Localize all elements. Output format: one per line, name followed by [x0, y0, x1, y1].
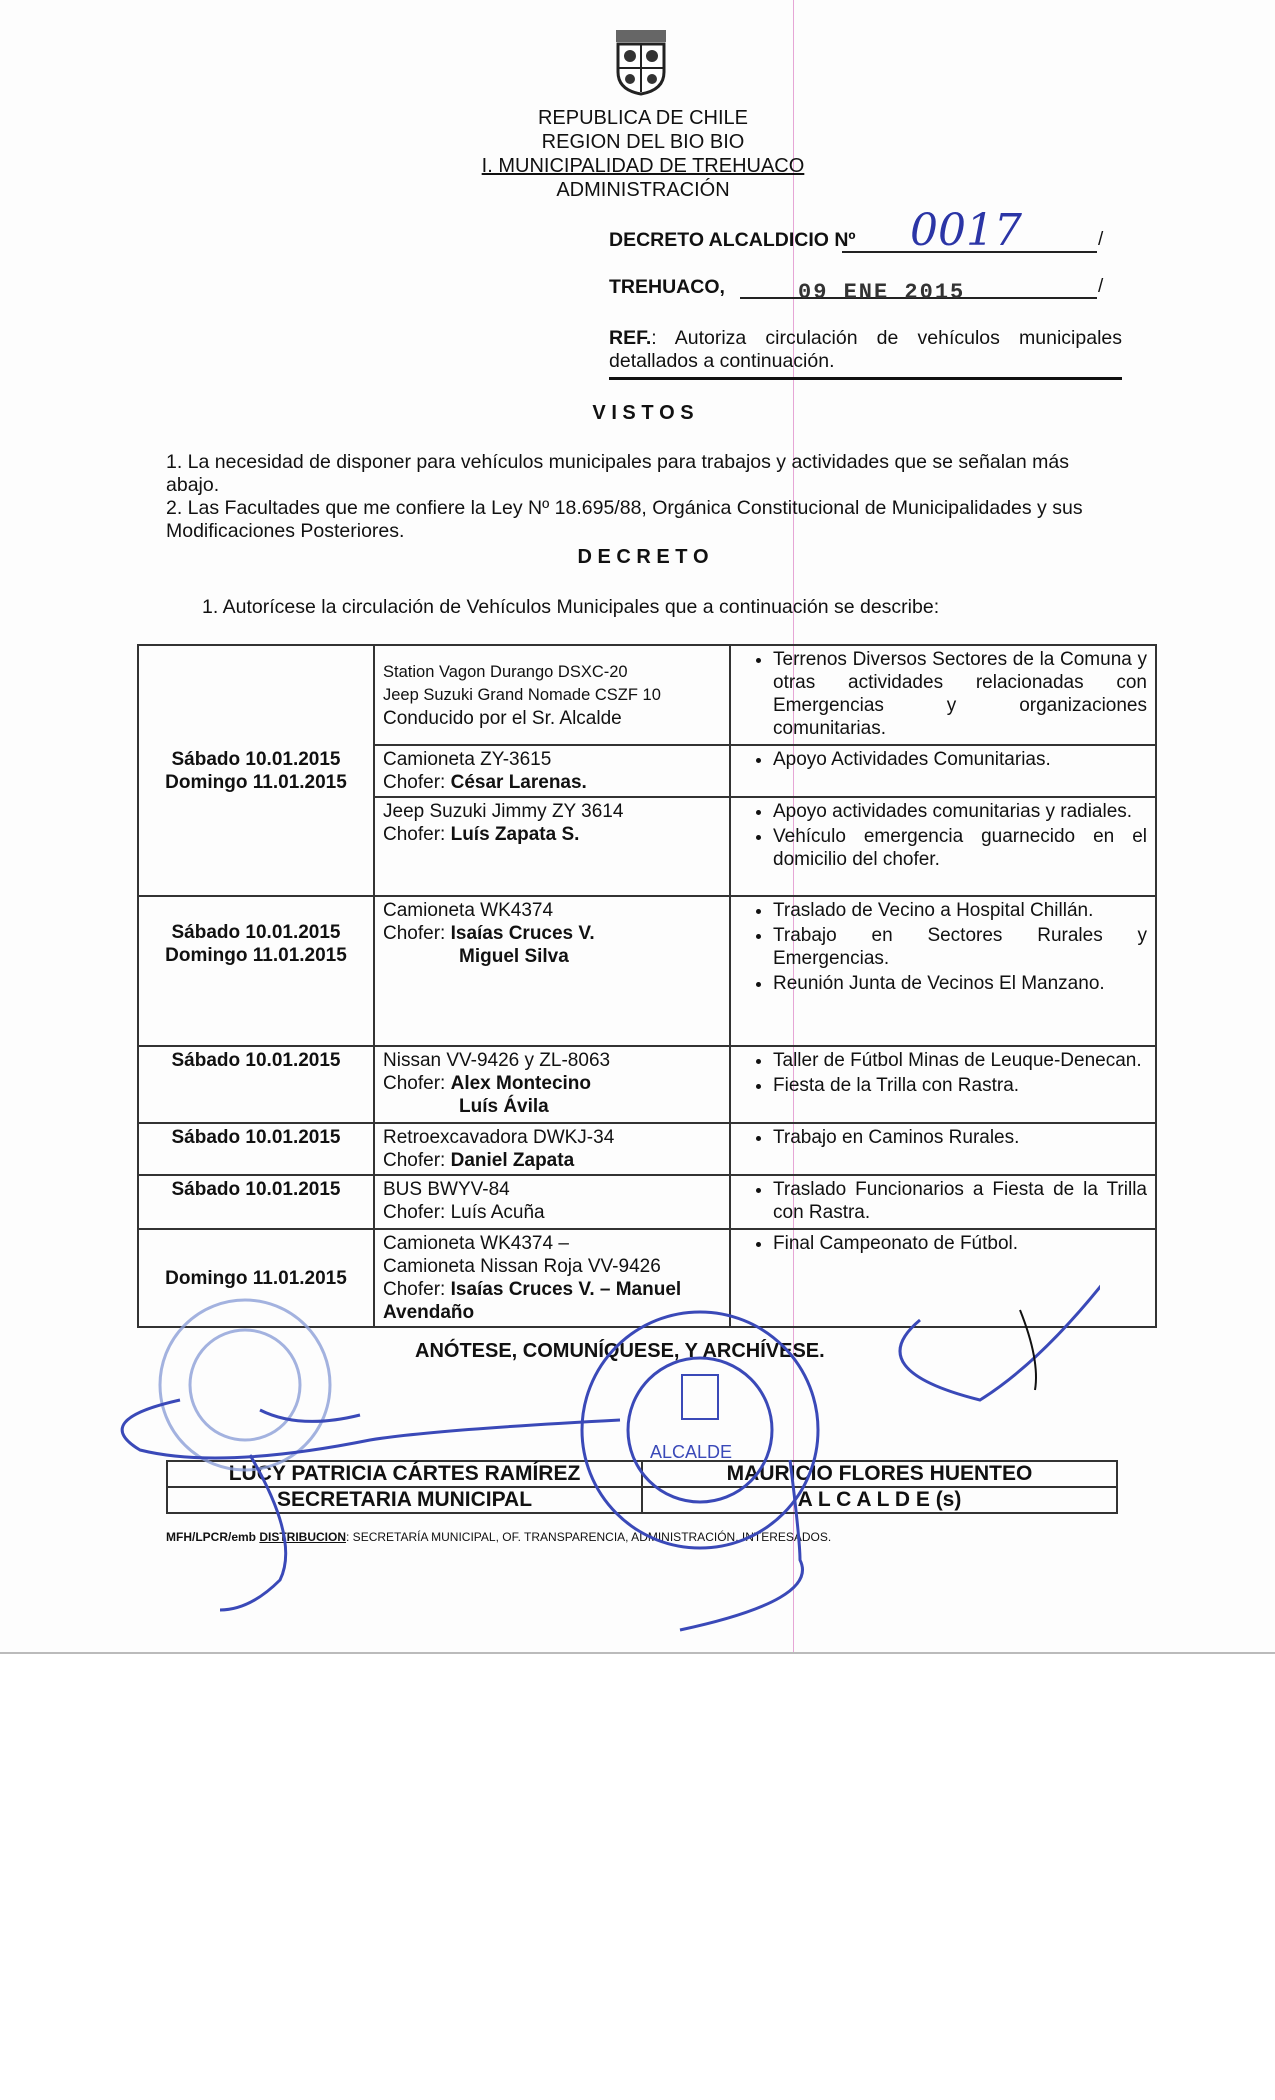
chofer: Chofer: Luís Acuña	[383, 1202, 545, 1223]
date: Domingo 11.01.2015	[165, 945, 347, 966]
distribution-text: : SECRETARÍA MUNICIPAL, OF. TRANSPARENCIA, ADMINISTRACIÓN, INTERESADOS.	[346, 1530, 832, 1544]
activity-item: • Trabajo en Caminos Rurales.	[773, 1126, 1147, 1149]
vehicle: Camioneta ZY-3615	[383, 749, 552, 770]
decreto-item: 1. Autorícese la circulación de Vehículos Municipales que a continuación se describe:	[202, 596, 940, 618]
chofer-label: Chofer:	[383, 1150, 446, 1171]
ref-label: REF.	[609, 327, 652, 349]
stamp-text: ALCALDE	[650, 1442, 733, 1462]
date-cell: Sábado 10.01.2015	[138, 1175, 374, 1229]
date: Domingo 11.01.2015	[165, 771, 347, 793]
vehicle: Camioneta WK4374 –	[383, 1233, 569, 1254]
vistos-title: V I S T O S	[592, 402, 694, 424]
chofer-name: Miguel Silva	[459, 946, 569, 967]
vehicle-cell	[374, 797, 730, 896]
signer-left-title: SECRETARIA MUNICIPAL	[167, 1487, 642, 1513]
date-cell: Sábado 10.01.2015	[138, 1123, 374, 1175]
mayor-stamp-icon	[582, 1312, 818, 1548]
header-line: REPUBLICA DE CHILE	[537, 107, 749, 129]
ref-text: : Autoriza circulación de vehículos municipales detallados a continuación.	[609, 327, 1122, 372]
table-row	[138, 1046, 1156, 1123]
activity-item: • Fiesta de la Trilla con Rastra.	[773, 1074, 1147, 1097]
closing-text: ANÓTESE, COMUNÍQUESE, Y ARCHÍVESE.	[415, 1340, 825, 1362]
vehicle: BUS BWYV-84	[383, 1179, 510, 1200]
divider	[609, 377, 1122, 380]
vistos-list	[166, 451, 1122, 543]
decree-number-label: DECRETO ALCALDICIO Nº	[609, 229, 856, 251]
date-cell: Sábado 10.01.2015	[138, 1046, 374, 1123]
activity-item: • Apoyo actividades comunitarias y radiales.	[773, 800, 1147, 823]
activity-item: • Final Campeonato de Fútbol.	[773, 1232, 1147, 1255]
secretary-signature-icon	[122, 1400, 620, 1610]
vehicle-cell	[374, 745, 730, 797]
chofer-name: César Larenas.	[450, 772, 587, 793]
slash: /	[1098, 229, 1104, 250]
vehicle-cell	[374, 1175, 730, 1229]
activity-item: • Vehículo emergencia guarnecido en el domicilio del chofer.	[773, 825, 1147, 871]
vehicle-cell	[374, 1046, 730, 1123]
header-line: REGION DEL BIO BIO	[541, 131, 745, 153]
table-row	[138, 896, 1156, 1046]
date-cell	[138, 645, 374, 896]
vistos-item: 1. La necesidad de disponer para vehículos municipales para trabajos y actividades que se señalan más abajo.	[166, 451, 1069, 496]
decreto-title: D E C R E T O	[577, 546, 709, 568]
vehicle: Nissan VV-9426 y ZL-8063	[383, 1050, 611, 1071]
chofer-label: Chofer:	[383, 1073, 446, 1094]
chofer-name: Alex Montecino	[450, 1073, 591, 1094]
date-cell: Domingo 11.01.2015	[138, 1229, 374, 1327]
chofer-name: Daniel Zapata	[450, 1150, 575, 1171]
vehicle: Jeep Suzuki Jimmy ZY 3614	[383, 801, 624, 822]
signer-right-title: A L C A L D E (s)	[642, 1487, 1117, 1513]
chofer-label: Chofer:	[383, 772, 446, 793]
mayor-signature-icon	[680, 1280, 1100, 1630]
vistos-item: 2. Las Facultades que me confiere la Ley Nº 18.695/88, Orgánica Constitucional de Municipalidades y sus Modificaciones Posteriores.	[166, 497, 1083, 542]
activity-cell	[730, 1046, 1156, 1123]
chofer-label: Chofer:	[383, 1279, 446, 1300]
activity-cell	[730, 1123, 1156, 1175]
table-row	[138, 1175, 1156, 1229]
activity-item: • Traslado Funcionarios a Fiesta de la Trilla con Rastra.	[773, 1178, 1147, 1224]
chofer-name: Isaías Cruces V.	[450, 923, 595, 944]
chofer-label: Chofer:	[383, 923, 446, 944]
vehicle-cell	[374, 1123, 730, 1175]
activity-cell	[730, 745, 1156, 797]
date-stamp: 09 ENE 2015	[798, 280, 966, 305]
table-row	[138, 645, 1156, 745]
chofer-name: Isaías Cruces V. – Manuel Avendaño	[383, 1279, 682, 1323]
header-line: ADMINISTRACIÓN	[556, 179, 730, 201]
distribution-label: DISTRIBUCION	[259, 1530, 347, 1544]
vehicles-table	[137, 644, 1157, 1328]
activity-item: • Taller de Fútbol Minas de Leuque-Denecan.	[773, 1049, 1147, 1072]
initials: MFH/LPCR/emb	[166, 1530, 256, 1544]
slash: /	[1098, 276, 1104, 297]
signer-right-name: MAURICIO FLORES HUENTEO	[642, 1461, 1117, 1487]
header-line: I. MUNICIPALIDAD DE TREHUACO	[481, 155, 805, 177]
activity-item: • Traslado de Vecino a Hospital Chillán.	[773, 899, 1147, 922]
activity-item: • Reunión Junta de Vecinos El Manzano.	[773, 972, 1147, 995]
date: Sábado 10.01.2015	[171, 748, 341, 770]
activity-cell	[730, 645, 1156, 745]
vehicle: Jeep Suzuki Grand Nomade CSZF 10	[383, 685, 661, 704]
activity-cell	[730, 797, 1156, 896]
secretary-stamp-icon	[160, 1300, 330, 1470]
vehicle: Camioneta Nissan Roja VV-9426	[383, 1256, 661, 1277]
date-cell	[138, 896, 374, 1046]
chofer-name: Luís Zapata S.	[450, 824, 580, 845]
chofer-label: Chofer:	[383, 824, 446, 845]
activity-item: • Apoyo Actividades Comunitarias.	[773, 748, 1147, 771]
decree-number-handwritten: 0017	[910, 205, 1022, 256]
stamps-and-signatures	[100, 1280, 1100, 1640]
driver-note: Conducido por el Sr. Alcalde	[383, 707, 622, 729]
chofer-name: Luís Ávila	[459, 1096, 549, 1117]
coat-of-arms-icon	[612, 28, 670, 96]
table-row	[138, 1123, 1156, 1175]
vehicle: Station Vagon Durango DSXC-20	[383, 662, 628, 681]
reference	[609, 327, 1122, 373]
activity-cell	[730, 896, 1156, 1046]
vehicle-cell	[374, 896, 730, 1046]
activity-cell	[730, 1175, 1156, 1229]
activity-item: • Terrenos Diversos Sectores de la Comuna y otras actividades relacionadas con Emergencias y organizaciones comunitarias.	[773, 648, 1147, 740]
vehicle: Retroexcavadora DWKJ-34	[383, 1127, 615, 1148]
place-label: TREHUACO,	[609, 276, 725, 298]
vehicle: Camioneta WK4374	[383, 900, 554, 921]
header-block	[443, 106, 843, 202]
vehicle-cell	[374, 645, 730, 745]
date: Sábado 10.01.2015	[171, 922, 341, 943]
activity-item: • Trabajo en Sectores Rurales y Emergencias.	[773, 924, 1147, 970]
signer-left-name: LUCY PATRICIA CÁRTES RAMÍREZ	[167, 1461, 642, 1487]
